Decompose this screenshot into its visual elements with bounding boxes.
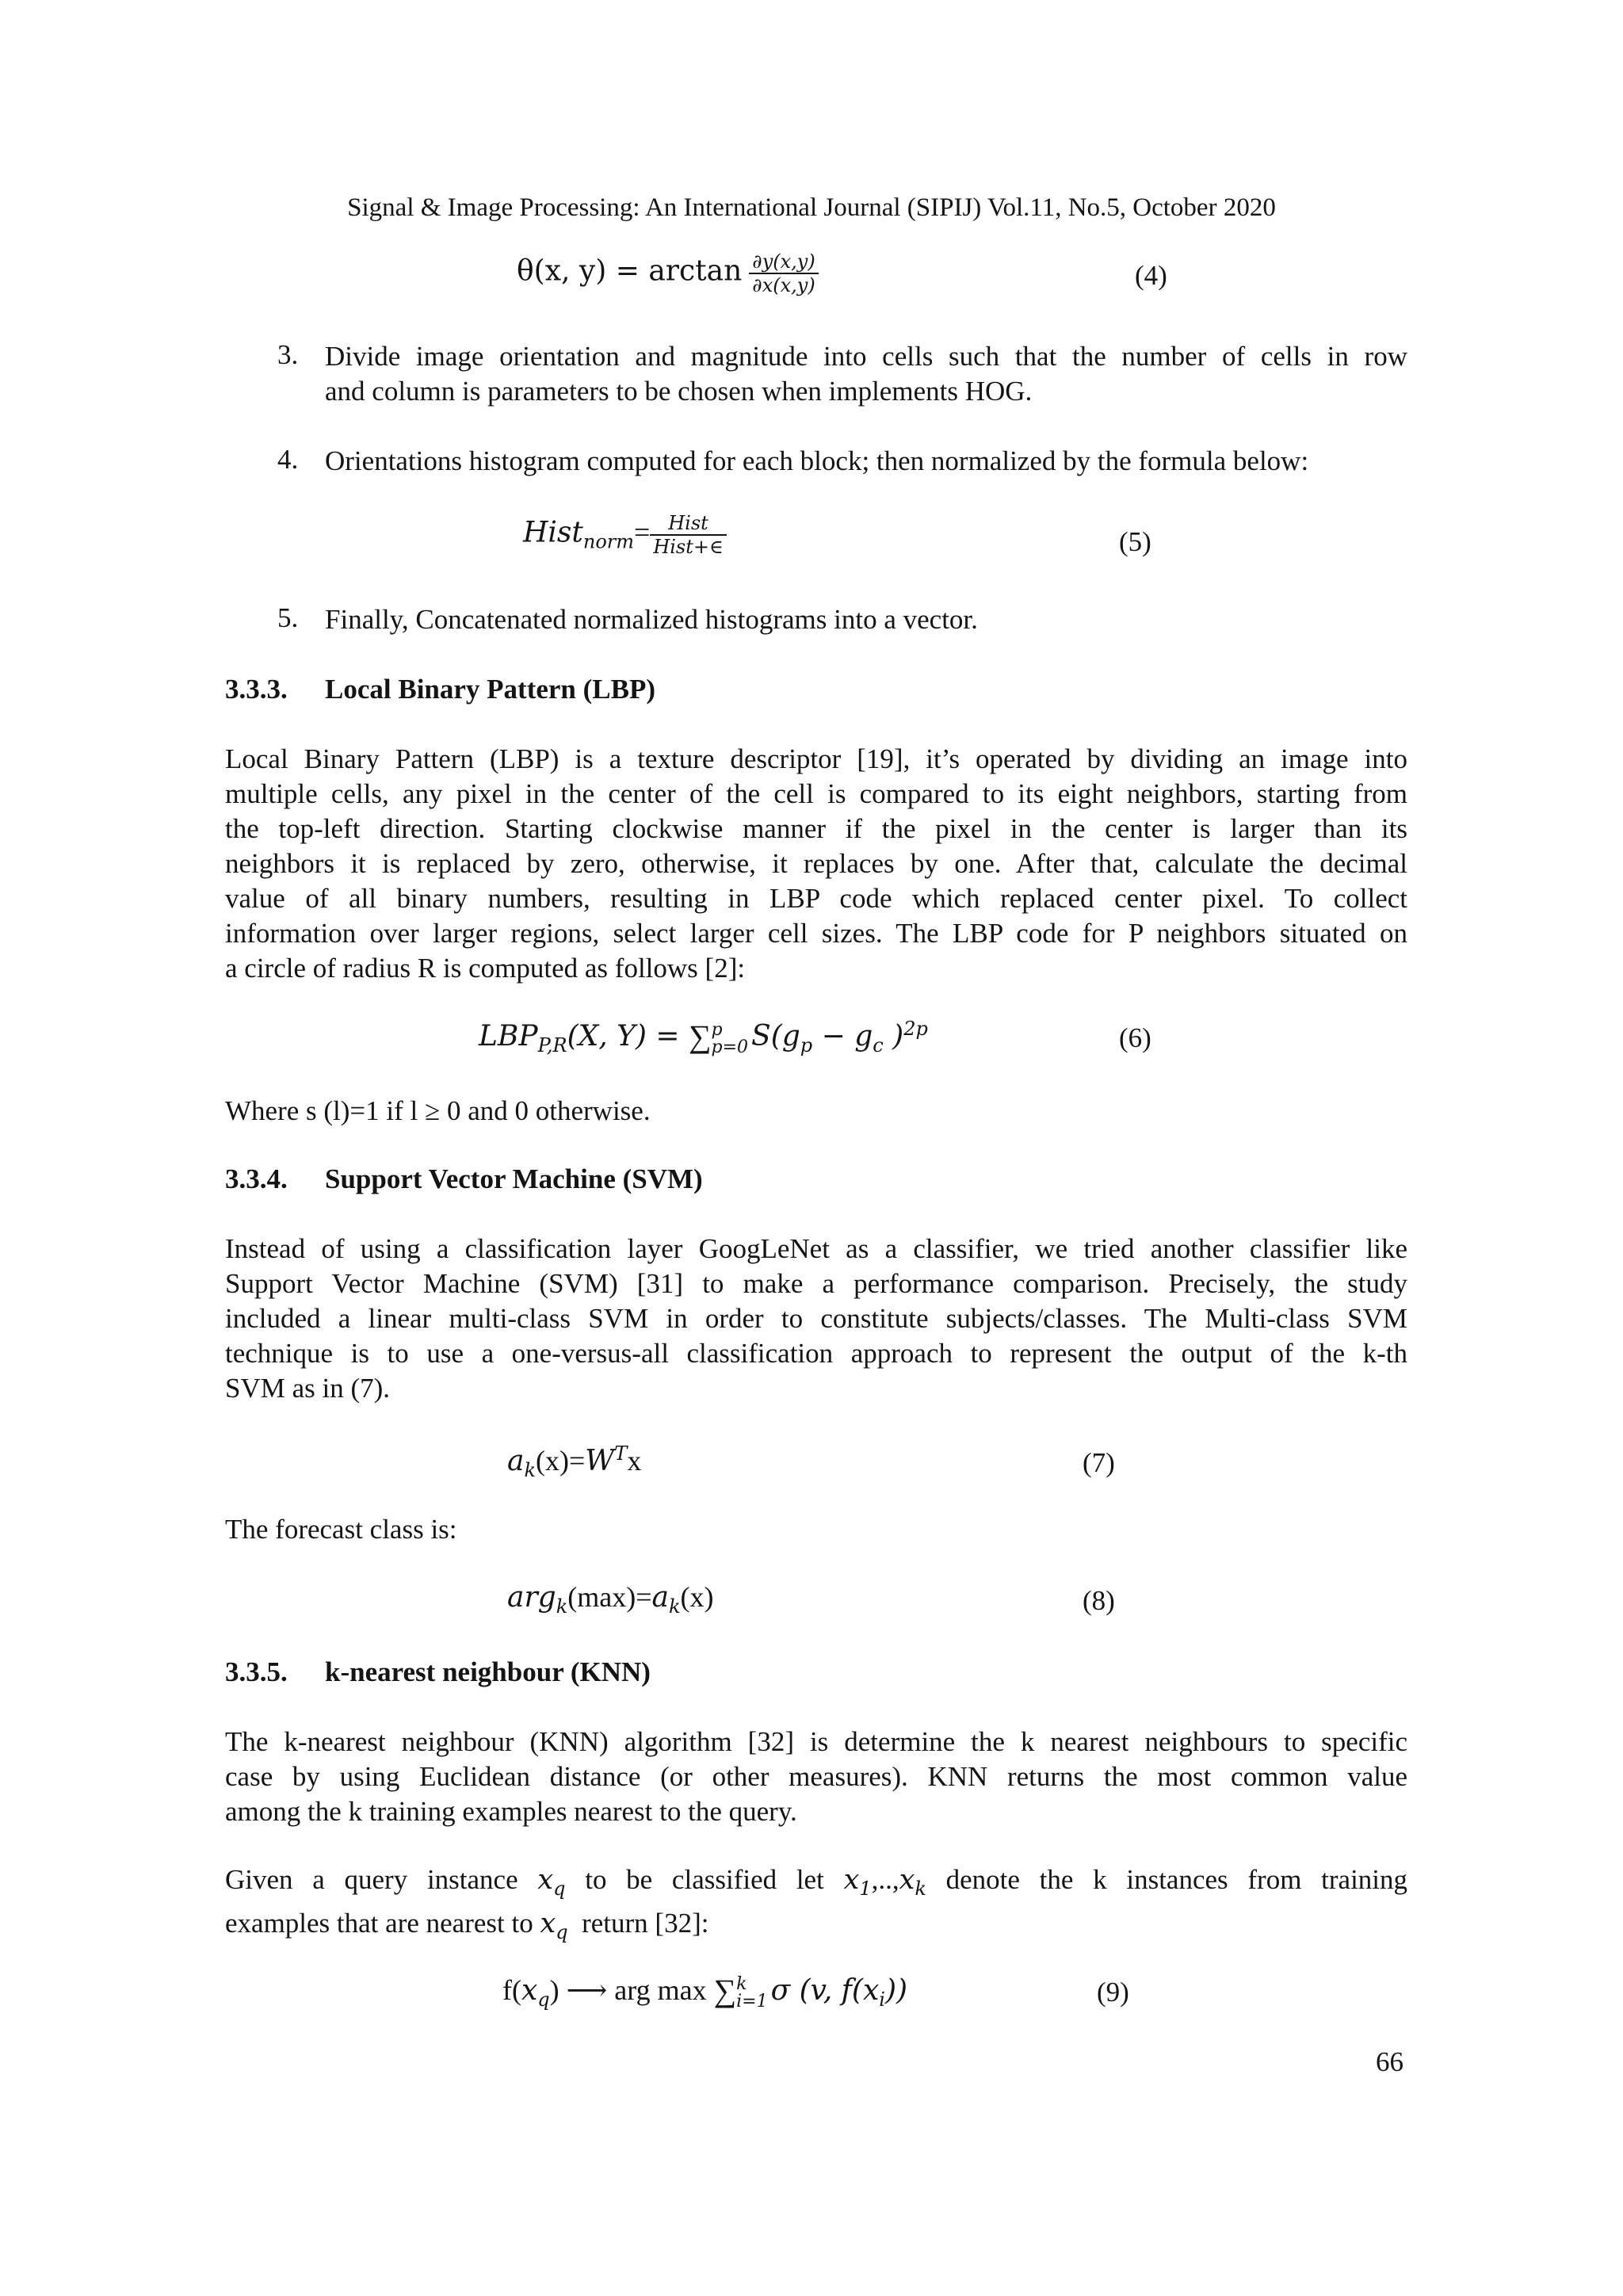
list-item: Divide image orientation and magnitude into cells such that the number of cells in row and column is parameters to be chosen when implements HOG.: [325, 341, 1407, 407]
list-item-number: 3.: [277, 339, 299, 370]
paragraph: The forecast class is:: [225, 1514, 457, 1545]
list-item-number: 4.: [277, 444, 299, 475]
equation-7: $a_k(x)=W^Tx$: [507, 1442, 642, 1482]
equation-5-number: (5): [1119, 526, 1151, 557]
paragraph: Given a query instance $x_q$ to be classified let $x_1,..,x_k$ denote the k instances from training examples that are nearest to $x_q$ return [32]:: [225, 1864, 1408, 1943]
section-title: Support Vector Machine (SVM): [325, 1163, 703, 1194]
equation-4: θ(x, y) = arctan $\frac{\partial y(x,y)}{\partial x(x,y)}$: [517, 250, 819, 296]
equation-7-number: (7): [1083, 1447, 1115, 1478]
paragraph: The k-nearest neighbour (KNN) algorithm [32] is determine the k nearest neighbours to specific case by using Euclidean distance (or other measures). KNN returns the most common value among the k training examples nearest to the query.: [225, 1726, 1407, 1827]
section-number: 3.3.4.: [225, 1163, 288, 1194]
list-item: Orientations histogram computed for each block; then normalized by the formula below:: [325, 445, 1309, 476]
paragraph: Instead of using a classification layer GoogLeNet as a classifier, we tried another classifier like Support Vector Machine (SVM) [31] to make a performance comparison. Precisely, the study included a linear multi-class SVM in order to constitute subjects/classes. The Multi-class SVM technique is to use a one-versus-all classification approach to represent the output of the k-th SVM as in (7).: [225, 1233, 1407, 1404]
section-number: 3.3.5.: [225, 1656, 288, 1687]
page-number: 66: [1376, 2046, 1403, 2077]
equation-6-number: (6): [1119, 1022, 1151, 1053]
equation-9: $f(x_q)$ ⟶ arg max ∑ k i=1 σ (v, $f(x_i)$): [502, 1973, 908, 2011]
paragraph: Local Binary Pattern (LBP) is a texture descriptor [19], it’s operated by dividing an image into multiple cells, any pixel in the center of the cell is compared to its eight neighbors, starting from the top-left direction. Starting clockwise manner if the pixel in the center is larger than its neighbors it is replaced by zero, otherwise, it replaces by one. After that, calculate the decimal value of all binary numbers, resulting in LBP code which replaced center pixel. To collect information over larger regions, select larger cell sizes. The LBP code for P neighbors situated on a circle of radius R is computed as follows [2]:: [225, 743, 1407, 984]
equation-9-number: (9): [1097, 1977, 1129, 2008]
equation-6: $LBP_{P,R}(X$, Y) = ∑ p p=0 $S(g_p - g_c$ )$^{2p}$: [479, 1018, 928, 1057]
list-item-number: 5.: [277, 602, 299, 633]
section-number: 3.3.3.: [225, 674, 288, 705]
equation-8: $arg_k(\max)=a_k(x)$: [507, 1581, 714, 1618]
list-item: Finally, Concatenated normalized histograms into a vector.: [325, 604, 978, 635]
equation-4-number: (4): [1135, 260, 1167, 291]
paragraph: Where s (l)=1 if l ≥ 0 and 0 otherwise.: [225, 1095, 651, 1126]
journal-header: Signal & Image Processing: An International Journal (SIPIJ) Vol.11, No.5, October 2020: [347, 193, 1276, 222]
section-title: Local Binary Pattern (LBP): [325, 674, 656, 705]
equation-8-number: (8): [1083, 1585, 1115, 1616]
section-title: k-nearest neighbour (KNN): [325, 1656, 651, 1687]
equation-5: Hist$_{norm}$= $\frac{\text{Hist}}{\text{Hist+∈}}$: [523, 512, 727, 558]
